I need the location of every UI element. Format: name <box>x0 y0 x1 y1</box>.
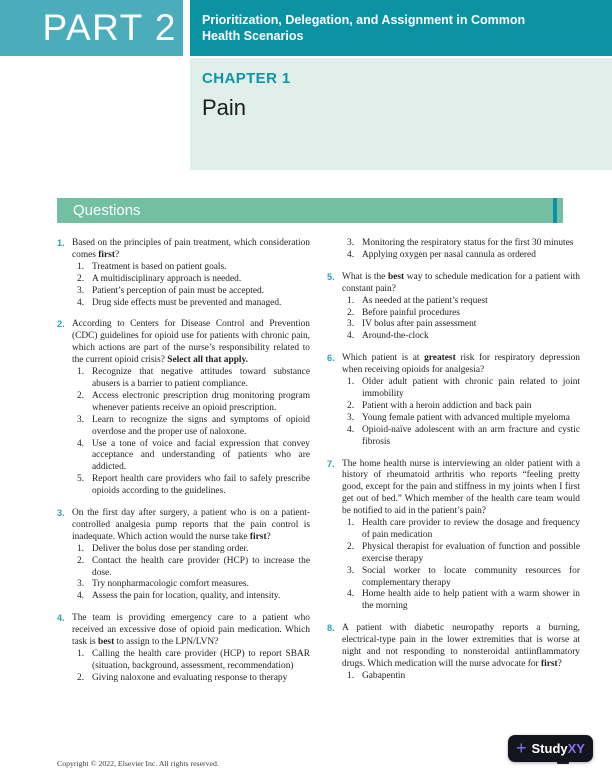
option-text: Try nonpharmacologic comfort measures. <box>92 579 249 590</box>
answer-option <box>77 274 310 286</box>
option-text: Patient with a heroin addiction and back pain <box>362 400 532 411</box>
answer-option <box>77 286 310 298</box>
questions-section-header <box>57 198 563 223</box>
answer-option <box>347 671 580 683</box>
answer-option <box>347 542 580 566</box>
option-text: Health care provider to review the dosage and frequency of pain medication <box>362 518 580 540</box>
chapter-kicker: CHAPTER 1 <box>202 70 291 87</box>
option-number: 3. <box>77 285 85 296</box>
question-number: 6. <box>327 353 335 364</box>
question-stem: Which patient is at greatest risk for respiratory depression when receiving opioids for analgesia? <box>342 353 580 376</box>
option-text: Contact the health care provider (HCP) to increase the dose. <box>92 555 310 578</box>
answer-option <box>347 319 580 331</box>
option-text: Deliver the bolus dose per standing order. <box>92 543 249 554</box>
question-block <box>57 238 310 309</box>
question-stem: According to Centers for Disease Control and Prevention (CDC) guidelines for opioid use for patients with chronic pain, which actions are part of the nurse’s responsibility related to the current opioid crisis? Select all that apply. <box>72 319 310 366</box>
answer-option <box>347 518 580 542</box>
answer-option <box>77 649 310 673</box>
question-number <box>327 238 342 262</box>
option-text: Assess the pain for location, quality, and intensity. <box>92 591 281 602</box>
answer-option <box>347 401 580 413</box>
question-body <box>72 319 310 498</box>
option-text: Opioid-naïve adolescent with an arm fracture and cystic fibrosis <box>362 424 580 447</box>
option-text: Before painful procedures <box>362 307 460 318</box>
question-number: 2. <box>57 319 65 330</box>
option-text: Around-the-clock <box>362 331 429 342</box>
option-number: 4. <box>77 297 85 308</box>
badge-brand <box>532 741 585 756</box>
answer-option <box>77 591 310 603</box>
question-columns <box>57 238 580 695</box>
option-number: 1. <box>347 518 355 529</box>
question-body <box>342 272 580 343</box>
option-text: Physical therapist for evaluation of function and possible exercise therapy <box>362 541 580 564</box>
section-accent-stripe <box>553 198 557 223</box>
option-number: 4. <box>77 591 85 602</box>
question-body <box>72 238 310 309</box>
option-number: 3. <box>77 414 85 425</box>
option-text: Home health aide to help patient with a warm shower in the morning <box>362 589 580 612</box>
option-number: 3. <box>347 319 355 330</box>
option-text: Recognize that negative attitudes toward substance abusers is a barrier to patient compliance. <box>92 367 310 389</box>
option-number: 1. <box>77 367 85 378</box>
option-text: Patient’s perception of pain must be accepted. <box>92 285 265 296</box>
question-block <box>327 272 580 343</box>
question-block <box>327 459 580 614</box>
right-column <box>327 238 580 695</box>
option-number: 2. <box>77 390 85 401</box>
option-number: 3. <box>347 238 355 248</box>
part-title-band <box>190 0 612 56</box>
answer-option <box>77 544 310 556</box>
question-block <box>57 319 310 498</box>
answer-option <box>347 296 580 308</box>
question-body <box>342 353 580 448</box>
option-number: 2. <box>347 400 355 411</box>
option-text: Access electronic prescription drug monitoring program whenever patients receive an opioid prescription. <box>92 390 310 413</box>
question-stem: Based on the principles of pain treatment, which consideration comes first? <box>72 238 310 260</box>
badge-brand-accent: XY <box>567 741 585 756</box>
part-label-band <box>0 0 183 56</box>
part-label: PART 2 <box>42 7 177 48</box>
copyright-line: Copyright © 2022, Elsevier Inc. All rights reserved. <box>57 759 219 768</box>
question-block <box>327 238 580 262</box>
question-block <box>57 613 310 684</box>
answer-option <box>347 238 580 250</box>
questions-section-title: Questions <box>73 202 141 219</box>
question-body <box>342 459 580 614</box>
option-number: 4. <box>347 589 355 600</box>
answer-option <box>77 367 310 391</box>
question-block <box>327 623 580 683</box>
part-subtitle: Prioritization, Delegation, and Assignment in Common Health Scenarios <box>202 12 526 43</box>
part-header <box>0 0 612 56</box>
option-text: Calling the health care provider (HCP) to report SBAR (situation, background, assessment, recommendation) <box>92 649 310 671</box>
option-text: Learn to recognize the signs and symptoms of opioid overdose and the proper use of naloxone. <box>92 414 310 437</box>
option-text: Applying oxygen per nasal cannula as ordered <box>362 249 536 260</box>
option-number: 1. <box>347 295 355 306</box>
badge-brand-primary: Study <box>531 741 568 756</box>
question-number: 1. <box>57 238 65 248</box>
question-stem: What is the best way to schedule medication for a patient with constant pain? <box>342 271 580 294</box>
answer-option <box>77 298 310 310</box>
question-stem: The team is providing emergency care to a patient who received an excessive dose of opioid pain medication. Which task is best to assign to the LPN/LVN? <box>72 613 310 648</box>
answer-option <box>77 415 310 439</box>
option-text: Report health care providers who fail to safely prescribe opioids according to the guidelines. <box>92 474 310 497</box>
option-number: 1. <box>77 649 85 659</box>
option-number: 3. <box>347 412 355 423</box>
question-body <box>72 613 310 684</box>
option-number: 3. <box>77 579 85 590</box>
question-stem: The home health nurse is interviewing an older patient with a history of rheumatoid arthritis who reports “feeling pretty good, except for the pain and stiffness in my joints when I first get out of bed.” Which member of the health care team would be notified to aid in the patient’s pain? <box>342 458 580 517</box>
option-text: Older adult patient with chronic pain related to joint immobility <box>362 377 580 399</box>
option-number: 4. <box>347 424 355 435</box>
answer-option <box>77 262 310 274</box>
option-text: IV bolus after pain assessment <box>362 319 477 330</box>
answer-option <box>347 377 580 401</box>
question-stem: A patient with diabetic neuropathy reports a burning, electrical-type pain in the lower extremities that is worse at night and not responding to nonsteroidal antiinflammatory drugs. Which medication will the nurse advocate for first? <box>342 623 580 669</box>
option-text: As needed at the patient’s request <box>362 295 488 306</box>
answer-option <box>347 250 580 262</box>
option-text: Treatment is based on patient goals. <box>92 261 227 272</box>
question-block <box>57 508 310 603</box>
option-text: Giving naloxone and evaluating response to therapy <box>92 672 288 683</box>
option-text: Use a tone of voice and facial expression that convey acceptance and understanding of patients who are addicted. <box>92 438 310 473</box>
option-number: 4. <box>347 331 355 342</box>
question-body <box>72 508 310 603</box>
answer-option <box>347 589 580 613</box>
option-number: 4. <box>347 249 355 260</box>
answer-option <box>347 413 580 425</box>
question-block <box>327 353 580 448</box>
answer-option <box>347 425 580 449</box>
option-number: 2. <box>347 307 355 318</box>
option-text: Young female patient with advanced multiple myeloma <box>362 412 570 423</box>
answer-option <box>77 556 310 580</box>
question-number: 8. <box>327 623 335 634</box>
answer-option <box>77 439 310 475</box>
answer-option <box>77 474 310 498</box>
question-stem: On the first day after surgery, a patient who is on a patient-controlled analgesia pump reports that the pain control is inadequate. Which action would the nurse take first? <box>72 508 310 542</box>
chapter-block <box>190 58 612 170</box>
option-number: 3. <box>347 565 355 576</box>
plus-icon: + <box>516 737 527 758</box>
option-number: 2. <box>347 541 355 552</box>
answer-option <box>77 579 310 591</box>
option-number: 1. <box>77 543 85 554</box>
question-number: 3. <box>57 508 65 519</box>
option-number: 1. <box>347 377 355 388</box>
studyxy-badge <box>508 735 593 762</box>
answer-option <box>347 566 580 590</box>
option-text: Gabapentin <box>362 670 406 681</box>
option-number: 1. <box>77 261 85 272</box>
option-number: 4. <box>77 438 85 449</box>
option-number: 2. <box>77 555 85 566</box>
option-text: A multidisciplinary approach is needed. <box>92 273 242 284</box>
option-number: 2. <box>77 273 85 284</box>
option-text: Drug side effects must be prevented and managed. <box>92 297 282 308</box>
answer-option <box>77 673 310 685</box>
option-number: 5. <box>77 474 85 485</box>
answer-option <box>347 331 580 343</box>
question-number: 4. <box>57 613 65 624</box>
question-number: 7. <box>327 458 335 469</box>
question-number: 5. <box>327 271 335 282</box>
chapter-title: Pain <box>202 95 247 120</box>
question-body <box>342 623 580 683</box>
left-column <box>57 238 310 695</box>
question-body <box>342 238 580 262</box>
option-number: 1. <box>347 670 355 681</box>
option-text: Social worker to locate community resources for complementary therapy <box>362 565 580 588</box>
answer-option <box>77 391 310 415</box>
option-number: 2. <box>77 672 85 683</box>
option-text: Monitoring the respiratory status for the first 30 minutes <box>362 238 574 248</box>
band-divider <box>183 0 190 56</box>
answer-option <box>347 308 580 320</box>
